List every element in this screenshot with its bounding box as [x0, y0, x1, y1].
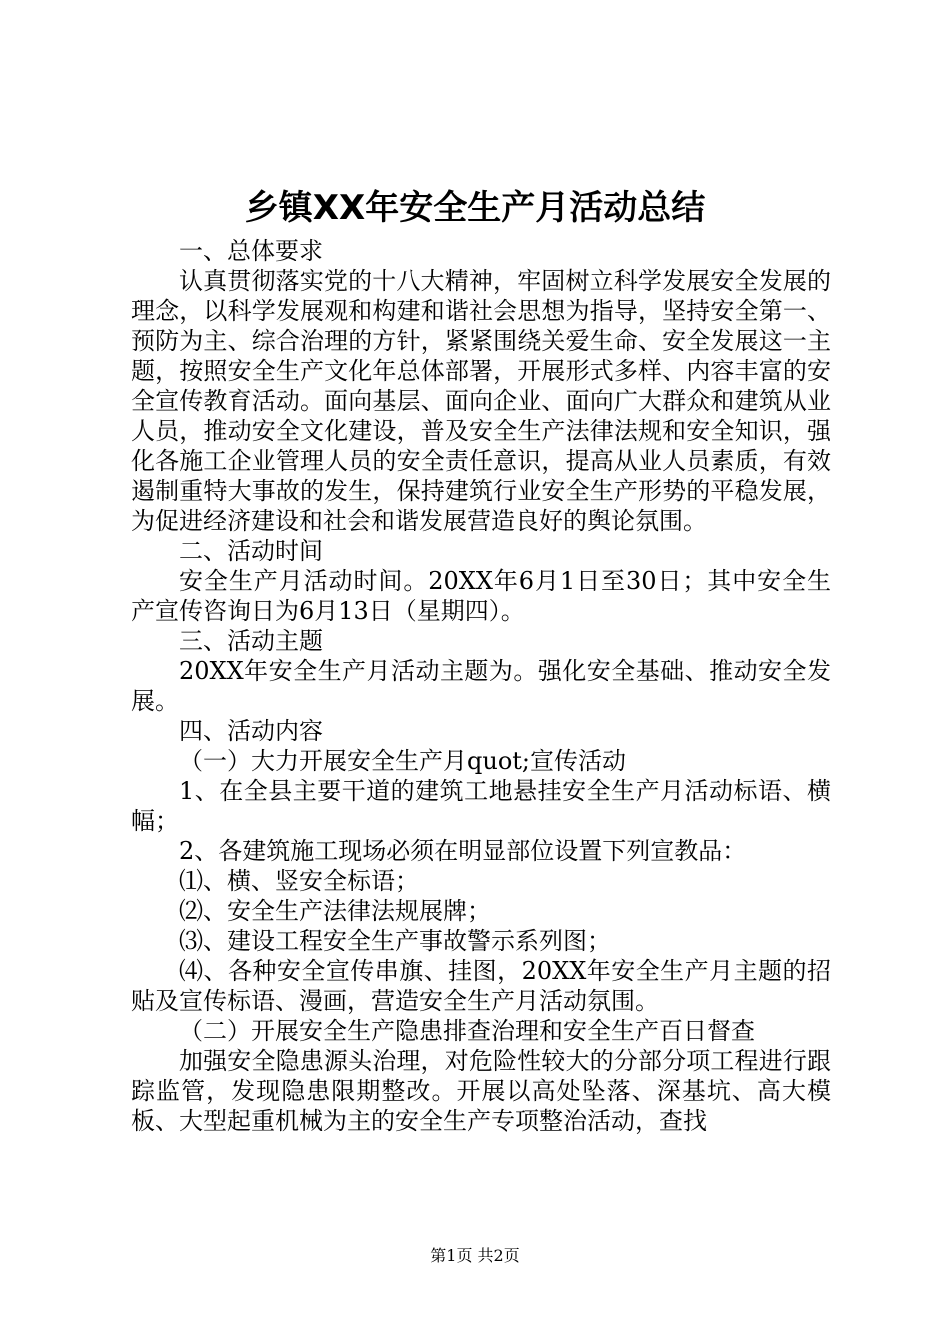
paragraph-inspection: 加强安全隐患源头治理，对危险性较大的分部分项工程进行跟踪监管，发现隐患限期整改。开展以高处坠落、深基坑、高大模板、大型起重机械为主的安全生产专项整治活动，查找 [131, 1047, 831, 1135]
section-heading-theme: 三、活动主题 [179, 627, 323, 655]
subsection-heading-publicity: （一）大力开展安全生产月quot;宣传活动 [179, 747, 626, 775]
paragraph-requirements: 认真贯彻落实党的十八大精神，牢固树立科学发展安全发展的理念，以科学发展观和构建和谐社会思想为指导，坚持安全第一、预防为主、综合治理的方针，紧紧围绕关爱生命、安全发展这一主题，按照安全生产文化年总体部署，开展形式多样、内容丰富的安全宣传教育活动。面向基层、面向企业、面向广大群众和建筑从业人员，推动安全文化建设，普及安全生产法律法规和安全知识，强化各施工企业管理人员的安全责任意识，提高从业人员素质，有效遏制重特大事故的发生，保持建筑行业安全生产形势的平稳发展，为促进经济建设和社会和谐发展营造良好的舆论氛围。 [131, 267, 831, 535]
list-item: 1、在全县主要干道的建筑工地悬挂安全生产月活动标语、横幅； [131, 777, 831, 835]
paragraph-theme: 20XX年安全生产月活动主题为。强化安全基础、推动安全发展。 [131, 657, 831, 715]
list-item: ⑶、建设工程安全生产事故警示系列图； [179, 927, 611, 955]
list-item: ⑴、横、竖安全标语； [179, 867, 419, 895]
section-heading-requirements: 一、总体要求 [179, 237, 323, 265]
paragraph-time: 安全生产月活动时间。20XX年6月1日至30日；其中安全生产宣传咨询日为6月13日（星期四）。 [131, 567, 831, 625]
list-item: ⑷、各种安全宣传串旗、挂图，20XX年安全生产月主题的招贴及宣传标语、漫画，营造安全生产月活动氛围。 [131, 957, 831, 1015]
document-title: 乡镇XX年安全生产月活动总结 [244, 188, 706, 228]
list-item: 2、各建筑施工现场必须在明显部位设置下列宣教品： [179, 837, 747, 865]
list-item: ⑵、安全生产法律法规展牌； [179, 897, 491, 925]
subsection-heading-inspection: （二）开展安全生产隐患排查治理和安全生产百日督查 [179, 1017, 755, 1045]
page-indicator: 第1页 共2页 [430, 1246, 520, 1265]
section-heading-content: 四、活动内容 [179, 717, 323, 745]
document-body [131, 236, 831, 1136]
section-heading-time: 二、活动时间 [179, 537, 323, 565]
